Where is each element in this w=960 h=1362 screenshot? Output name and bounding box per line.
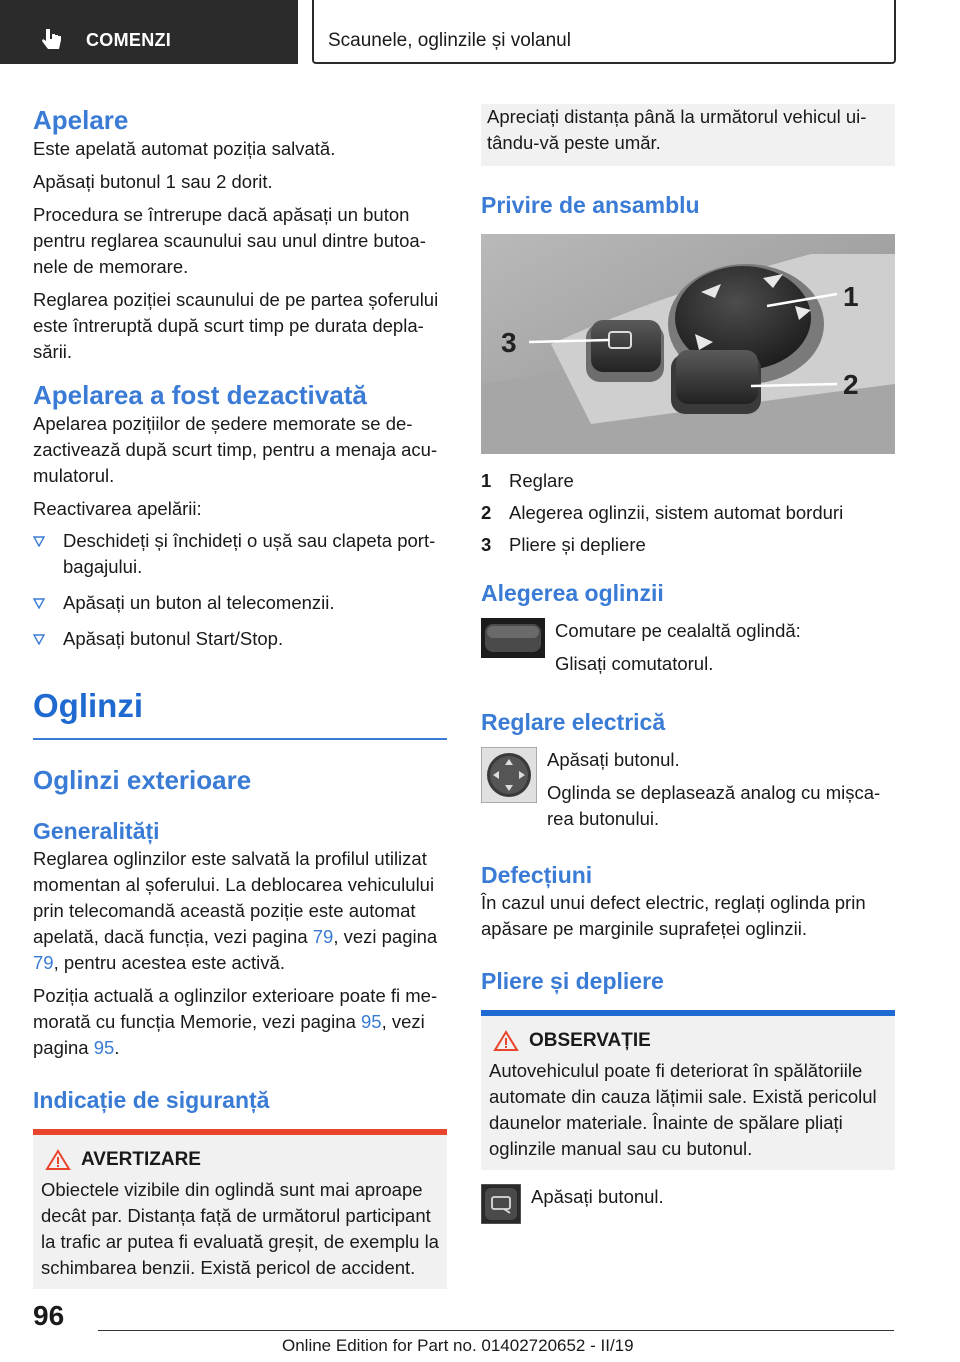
list-item: 2 Alegerea oglinzii, sistem automat borduri (481, 502, 844, 523)
footer-divider (98, 1330, 894, 1331)
page-link[interactable]: 95 (361, 1011, 382, 1032)
paragraph: Reglarea poziției scaunului de pe partea șoferului este întreruptă după scurt timp pe durata deplasării. (33, 289, 439, 362)
mirror-controls-illustration (481, 234, 895, 454)
warning-bar (33, 1129, 447, 1135)
list-item: Deschideți și închideți o ușă sau clapeta portbagajului. (33, 528, 447, 580)
mirror-switch-photo (481, 234, 895, 454)
callout-3: 3 (501, 327, 517, 358)
notice-bar (481, 1010, 895, 1016)
paragraph: Reglarea oglinzilor este salvată la profilul utilizat momentan al șoferului. La deblocarea vehiculului prin telecomandă această poziție este automat apelată, dacă funcția, vezi pagina 79, vezi pagina 79, pentru acestea este activă. (33, 848, 438, 973)
heading-apelare: Apelare (33, 105, 129, 135)
heading-defectiuni: Defecțiuni (481, 862, 593, 888)
warning-triangle-icon (45, 1149, 71, 1171)
paragraph: Este apelată automat poziția salvată. (33, 138, 336, 159)
paragraph: Apăsați butonul. (531, 1186, 664, 1207)
page-link[interactable]: 95 (93, 1037, 115, 1058)
triangle-bullet-icon (33, 598, 45, 609)
warning-title: AVERTIZARE (81, 1149, 201, 1170)
heading-indicatie-siguranta: Indicație de siguranță (33, 1087, 270, 1113)
instruction-row (481, 618, 895, 677)
triangle-bullet-icon (33, 634, 45, 645)
paragraph: Procedura se întrerupe dacă apăsați un buton pentru reglarea scaunului sau unul dintre butoanele de memorare. (33, 204, 426, 277)
warning-box-continued (481, 104, 895, 166)
chapter-tab (0, 0, 298, 64)
bullet-list (33, 528, 447, 652)
heading-pliere-depliere: Pliere și depliere (481, 968, 664, 994)
section-title-box (312, 0, 896, 64)
notice-title: OBSERVAȚIE (529, 1030, 651, 1051)
numbered-list (481, 468, 895, 558)
mirror-adjust-knob-icon (481, 747, 537, 803)
list-item: 3 Pliere și depliere (481, 534, 646, 555)
section-title: Scaunele, oglinzile și volanul (328, 30, 571, 51)
page-link[interactable]: 79 (312, 926, 334, 947)
mirror-select-switch-icon (481, 618, 545, 658)
list-item: Apăsați un buton al telecomenzii. (33, 590, 447, 616)
page-link[interactable]: 79 (33, 952, 54, 973)
footer-edition: Online Edition for Part no. 01402720652 - II/19 (282, 1336, 634, 1355)
paragraph: Oglinda se deplasează analog cu mișcarea butonului. (547, 782, 881, 829)
callout-1: 1 (843, 281, 859, 312)
paragraph: În cazul unui defect electric, reglați oglinda prin apăsare pe marginile suprafeței oglinzii. (481, 892, 866, 939)
left-column (33, 100, 447, 1289)
chapter-label: COMENZI (86, 30, 172, 50)
heading-oglinzi: Oglinzi (33, 687, 143, 724)
instruction-row (481, 1184, 895, 1224)
list-item: Apăsați butonul Start/Stop. (33, 626, 447, 652)
notice-text: Autovehiculul poate fi deteriorat în spălătoriile automate din cauza lățimii sale. Există pericolul daunelor materiale. Înainte de spălare pliați oglinzile manual sau cu butonul. (489, 1060, 877, 1159)
paragraph: Apăsați butonul. (547, 749, 680, 770)
warning-box (33, 1129, 447, 1289)
instruction-row (481, 747, 895, 832)
callout-2: 2 (843, 369, 859, 400)
list-item: 1 Reglare (481, 470, 574, 491)
triangle-bullet-icon (33, 536, 45, 547)
paragraph: Glisați comutatorul. (555, 653, 714, 674)
warning-text: Apreciați distanța până la următorul vehicul uitându-vă peste umăr. (487, 106, 867, 153)
heading-alegerea-oglinzii: Alegerea oglinzii (481, 580, 664, 606)
paragraph: Poziția actuală a oglinzilor exterioare poate fi memorată cu funcția Memorie, vezi pagina 95, vezi pagina 95. (33, 985, 438, 1058)
heading-divider (33, 738, 447, 740)
paragraph: Reactivarea apelării: (33, 498, 202, 519)
warning-triangle-icon (493, 1030, 519, 1052)
warning-text: Obiectele vizibile din oglindă sunt mai aproape decât par. Distanța față de următorul participant la trafic ar putea fi evaluată greșit, de exemplu la schimbarea benzii. Există pericol de accident. (41, 1179, 439, 1278)
heading-dezactivata: Apelarea a fost dezactivată (33, 380, 367, 410)
heading-generalitati: Generalități (33, 818, 160, 844)
paragraph: Apelarea pozițiilor de ședere memorate se dezactivează după scurt timp, pentru a menaja acumulatorul. (33, 413, 438, 486)
heading-privire-ansamblu: Privire de ansamblu (481, 192, 700, 218)
page-number: 96 (33, 1300, 65, 1331)
notice-box (481, 1010, 895, 1170)
heading-reglare-electrica: Reglare electrică (481, 709, 666, 735)
heading-oglinzi-exterioare: Oglinzi exterioare (33, 765, 252, 795)
hand-pointer-icon (40, 26, 66, 52)
right-column (481, 104, 895, 1224)
paragraph: Apăsați butonul 1 sau 2 dorit. (33, 171, 273, 192)
mirror-fold-button-icon (481, 1184, 521, 1224)
paragraph: Comutare pe cealaltă oglindă: (555, 620, 801, 641)
